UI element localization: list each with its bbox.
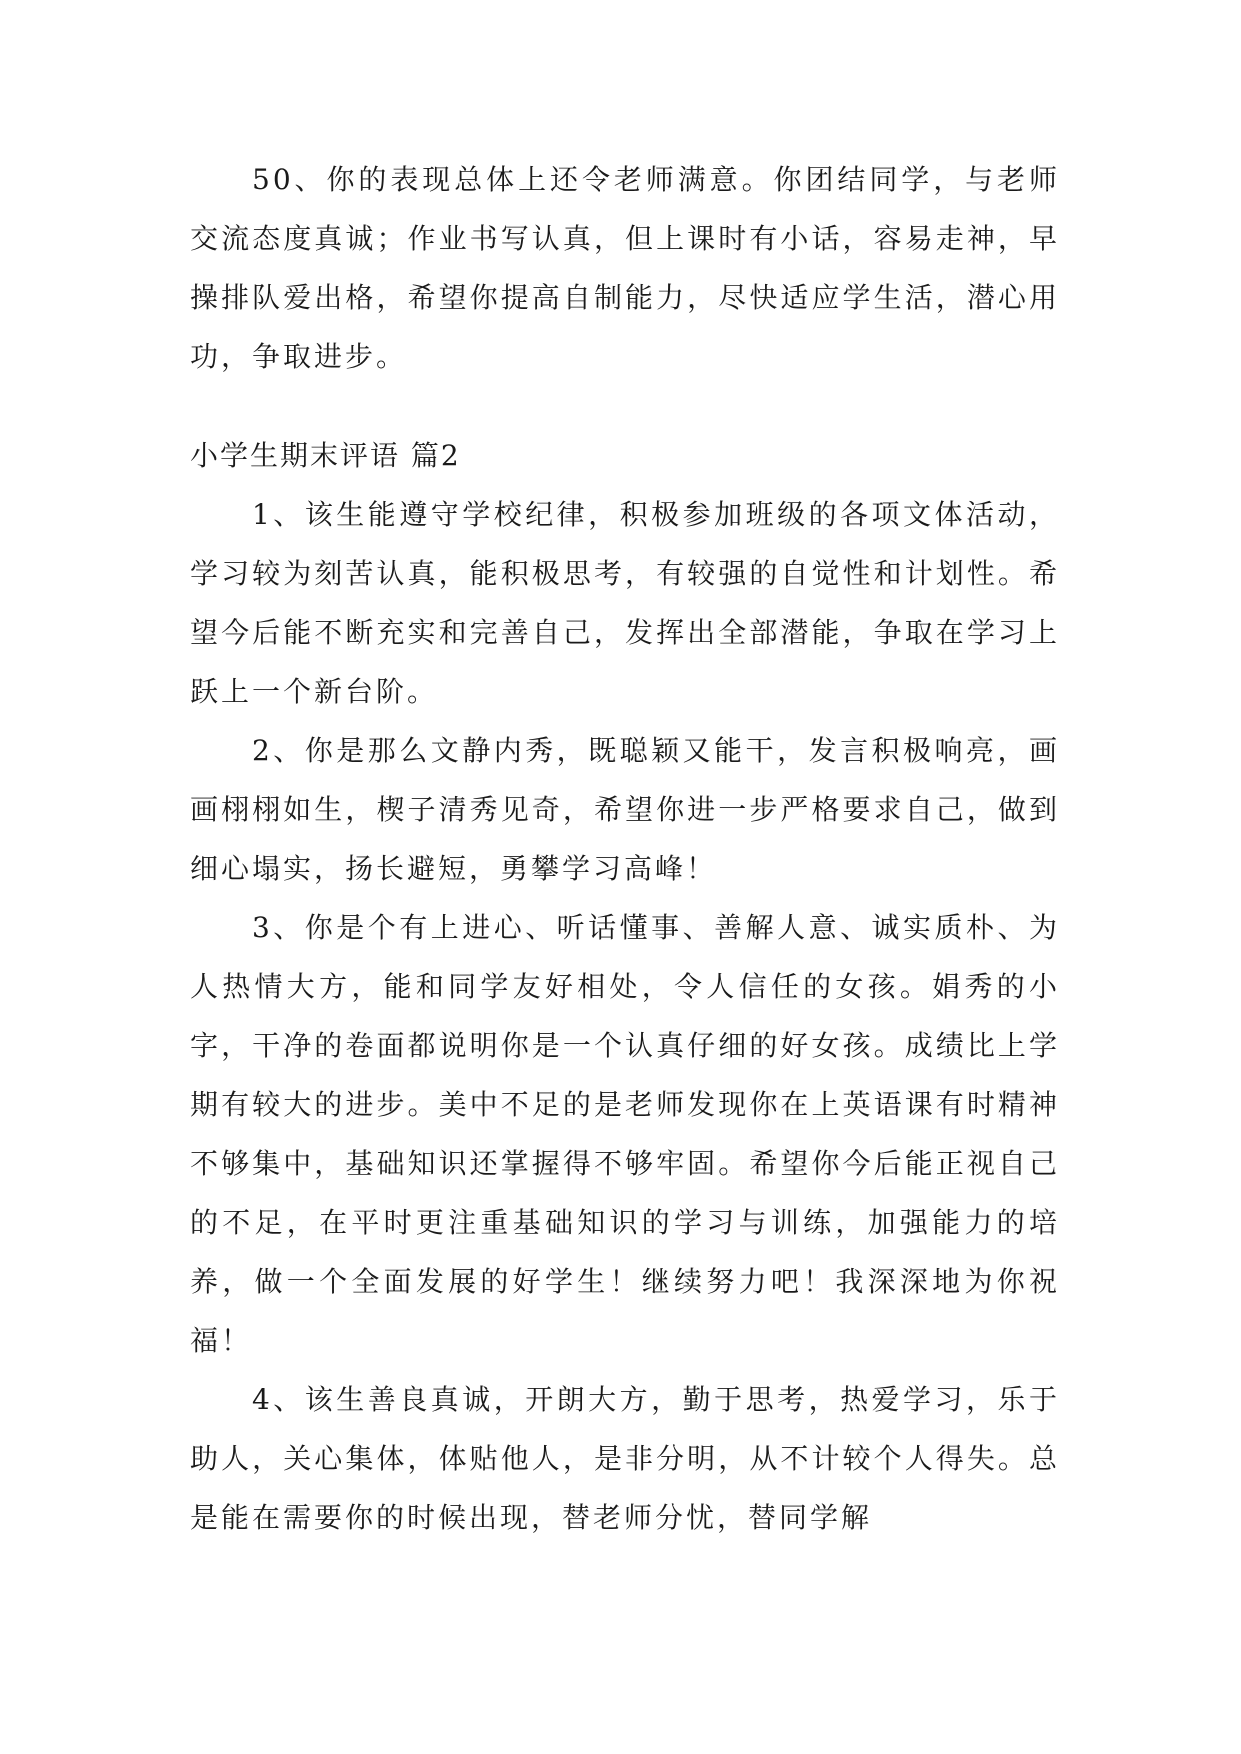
section-heading: 小学生期末评语 篇2: [190, 439, 461, 472]
paragraph-3: 3、你是个有上进心、听话懂事、善解人意、诚实质朴、为人热情大方，能和同学友好相处，令人信任的女孩。娟秀的小字，干净的卷面都说明你是一个认真仔细的好女孩。成绩比上学期有较大的进步。美中不足的是老师发现你在上英语课有时精神不够集中，基础知识还掌握得不够牢固。希望你今后能正视自己的不足，在平时更注重基础知识的学习与训练，加强能力的培养，做一个全面发展的好学生！继续努力吧！我深深地为你祝福！: [190, 911, 1060, 1357]
paragraph-2: 2、你是那么文静内秀，既聪颖又能干，发言积极响亮，画画栩栩如生，楔子清秀见奇，希望你进一步严格要求自己，做到细心塌实，扬长避短，勇攀学习高峰！: [190, 734, 1060, 885]
paragraph-1: 1、该生能遵守学校纪律，积极参加班级的各项文体活动，学习较为刻苦认真，能积极思考，有较强的自觉性和计划性。希望今后能不断充实和完善自己，发挥出全部潜能，争取在学习上跃上一个新台阶。: [190, 498, 1060, 708]
spacer: [190, 386, 1060, 426]
paragraph-4: 4、该生善良真诚，开朗大方，勤于思考，热爱学习，乐于助人，关心集体，体贴他人，是非分明，从不计较个人得失。总是能在需要你的时候出现，替老师分忧，替同学解: [190, 1383, 1060, 1534]
document-body: [190, 150, 1060, 1547]
paragraph-50: 50、你的表现总体上还令老师满意。你团结同学，与老师交流态度真诚；作业书写认真，但上课时有小话，容易走神，早操排队爱出格，希望你提高自制能力，尽快适应学生活，潜心用功，争取进步。: [190, 163, 1060, 373]
